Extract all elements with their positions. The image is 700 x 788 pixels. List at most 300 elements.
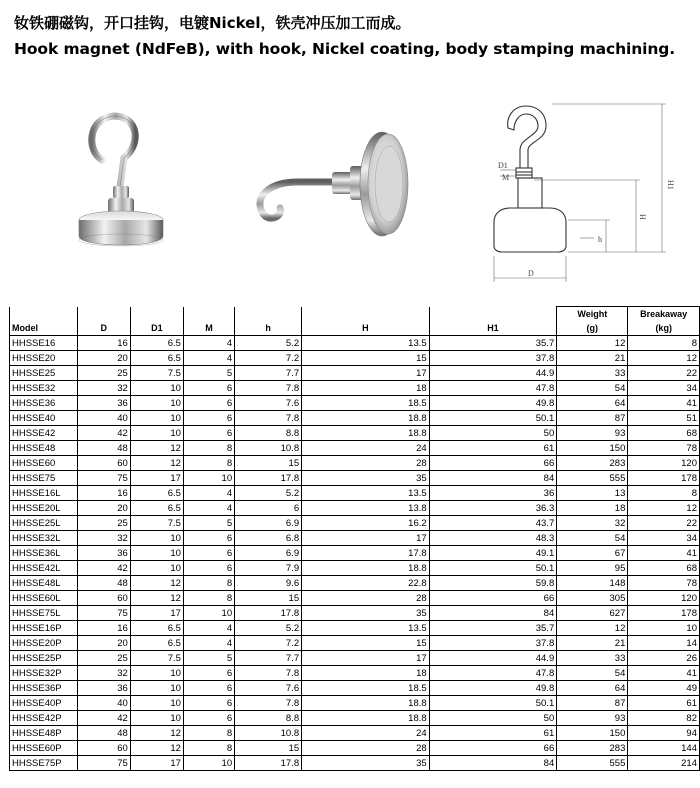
cell-d1: 12 xyxy=(130,441,183,456)
cell-d1: 6.5 xyxy=(130,336,183,351)
cell-model: HHSSE20P xyxy=(10,636,78,651)
table-row xyxy=(10,426,700,441)
cell-m: 4 xyxy=(183,501,234,516)
cell-small-h: 5.2 xyxy=(235,621,302,636)
cell-small-h: 5.2 xyxy=(235,486,302,501)
cell-breakaway: 14 xyxy=(628,636,700,651)
table-row xyxy=(10,381,700,396)
cell-small-h: 7.7 xyxy=(235,366,302,381)
cell-d1: 7.5 xyxy=(130,651,183,666)
table-row xyxy=(10,696,700,711)
cell-d: 42 xyxy=(77,426,130,441)
cell-model: HHSSE25 xyxy=(10,366,78,381)
cell-d: 25 xyxy=(77,366,130,381)
cell-model: HHSSE16 xyxy=(10,336,78,351)
cell-small-h: 17.8 xyxy=(235,471,302,486)
cell-small-h: 10.8 xyxy=(235,726,302,741)
cell-d: 16 xyxy=(77,336,130,351)
cell-h1: 47.8 xyxy=(429,381,557,396)
cell-big-h: 17.8 xyxy=(302,546,430,561)
table-row xyxy=(10,726,700,741)
cell-big-h: 13.5 xyxy=(302,486,430,501)
cell-breakaway: 178 xyxy=(628,471,700,486)
cell-big-h: 17 xyxy=(302,651,430,666)
cell-d: 40 xyxy=(77,411,130,426)
cell-big-h: 35 xyxy=(302,606,430,621)
hook-magnet-front-photo xyxy=(66,108,186,258)
cell-small-h: 6.9 xyxy=(235,516,302,531)
cell-big-h: 17 xyxy=(302,366,430,381)
cell-model: HHSSE42 xyxy=(10,426,78,441)
header-h1: H1 xyxy=(429,321,557,336)
cell-breakaway: 22 xyxy=(628,516,700,531)
cell-model: HHSSE75P xyxy=(10,756,78,771)
cell-d: 25 xyxy=(77,516,130,531)
cell-breakaway: 22 xyxy=(628,366,700,381)
cell-weight: 18 xyxy=(557,501,628,516)
cell-d: 48 xyxy=(77,441,130,456)
cell-weight: 13 xyxy=(557,486,628,501)
table-row xyxy=(10,561,700,576)
cell-small-h: 8.8 xyxy=(235,426,302,441)
cell-model: HHSSE36L xyxy=(10,546,78,561)
cell-m: 6 xyxy=(183,711,234,726)
label-big-h: H xyxy=(638,214,647,220)
cell-weight: 67 xyxy=(557,546,628,561)
header-row-top xyxy=(10,307,700,322)
header-blank xyxy=(235,307,302,322)
cell-h1: 36.3 xyxy=(429,501,557,516)
cell-d1: 10 xyxy=(130,711,183,726)
cell-big-h: 35 xyxy=(302,756,430,771)
header-breakaway-unit: (kg) xyxy=(628,321,700,336)
cell-weight: 555 xyxy=(557,471,628,486)
cell-d1: 10 xyxy=(130,531,183,546)
cell-weight: 12 xyxy=(557,621,628,636)
cell-breakaway: 120 xyxy=(628,591,700,606)
cell-d1: 12 xyxy=(130,741,183,756)
cell-m: 4 xyxy=(183,636,234,651)
cell-h1: 50.1 xyxy=(429,696,557,711)
cell-d: 60 xyxy=(77,741,130,756)
cell-small-h: 10.8 xyxy=(235,441,302,456)
header-d: D xyxy=(77,321,130,336)
cell-h1: 61 xyxy=(429,726,557,741)
table-row xyxy=(10,636,700,651)
label-d1: D1 xyxy=(498,161,508,170)
cell-small-h: 17.8 xyxy=(235,756,302,771)
cell-breakaway: 10 xyxy=(628,621,700,636)
cell-breakaway: 68 xyxy=(628,561,700,576)
table-row xyxy=(10,591,700,606)
title-english: Hook magnet (NdFeB), with hook, Nickel coating, body stamping machining. xyxy=(14,40,676,58)
cell-h1: 66 xyxy=(429,591,557,606)
table-row xyxy=(10,441,700,456)
cell-model: HHSSE48P xyxy=(10,726,78,741)
header-small-h: h xyxy=(235,321,302,336)
cell-small-h: 9.6 xyxy=(235,576,302,591)
cell-small-h: 7.7 xyxy=(235,651,302,666)
cell-d1: 10 xyxy=(130,411,183,426)
cell-m: 6 xyxy=(183,426,234,441)
cell-small-h: 6.8 xyxy=(235,531,302,546)
cell-big-h: 13.8 xyxy=(302,501,430,516)
cell-d: 75 xyxy=(77,606,130,621)
cell-big-h: 18.8 xyxy=(302,696,430,711)
cell-d1: 10 xyxy=(130,381,183,396)
cell-breakaway: 78 xyxy=(628,441,700,456)
header-weight-unit: (g) xyxy=(557,321,628,336)
table-row xyxy=(10,456,700,471)
cell-weight: 148 xyxy=(557,576,628,591)
cell-m: 6 xyxy=(183,696,234,711)
cell-d1: 6.5 xyxy=(130,501,183,516)
cell-breakaway: 12 xyxy=(628,351,700,366)
cell-model: HHSSE40 xyxy=(10,411,78,426)
cell-model: HHSSE40P xyxy=(10,696,78,711)
cell-d: 48 xyxy=(77,726,130,741)
cell-big-h: 18.8 xyxy=(302,426,430,441)
cell-m: 10 xyxy=(183,606,234,621)
cell-model: HHSSE25P xyxy=(10,651,78,666)
cell-big-h: 18.5 xyxy=(302,396,430,411)
cell-model: HHSSE25L xyxy=(10,516,78,531)
cell-model: HHSSE20L xyxy=(10,501,78,516)
cell-model: HHSSE42L xyxy=(10,561,78,576)
table-row xyxy=(10,486,700,501)
cell-model: HHSSE36P xyxy=(10,681,78,696)
cell-breakaway: 178 xyxy=(628,606,700,621)
cell-d1: 10 xyxy=(130,561,183,576)
cell-weight: 54 xyxy=(557,666,628,681)
cell-h1: 43.7 xyxy=(429,516,557,531)
cell-small-h: 7.9 xyxy=(235,561,302,576)
cell-d: 36 xyxy=(77,546,130,561)
cell-big-h: 18.8 xyxy=(302,561,430,576)
cell-breakaway: 34 xyxy=(628,381,700,396)
table-row xyxy=(10,336,700,351)
cell-d1: 7.5 xyxy=(130,366,183,381)
table-row xyxy=(10,546,700,561)
cell-d1: 6.5 xyxy=(130,351,183,366)
cell-model: HHSSE16P xyxy=(10,621,78,636)
cell-breakaway: 26 xyxy=(628,651,700,666)
cell-model: HHSSE60P xyxy=(10,741,78,756)
cell-breakaway: 82 xyxy=(628,711,700,726)
label-d: D xyxy=(528,269,534,278)
cell-d: 60 xyxy=(77,591,130,606)
cell-h1: 66 xyxy=(429,456,557,471)
cell-h1: 50.1 xyxy=(429,561,557,576)
cell-big-h: 15 xyxy=(302,351,430,366)
header-weight: Weight xyxy=(557,307,628,322)
cell-d: 20 xyxy=(77,351,130,366)
cell-m: 4 xyxy=(183,486,234,501)
table-row xyxy=(10,351,700,366)
cell-small-h: 15 xyxy=(235,456,302,471)
header-blank xyxy=(10,307,78,322)
header-blank xyxy=(183,307,234,322)
cell-weight: 283 xyxy=(557,741,628,756)
header-m: M xyxy=(183,321,234,336)
cell-d1: 10 xyxy=(130,681,183,696)
cell-d: 75 xyxy=(77,756,130,771)
table-row xyxy=(10,666,700,681)
table-row xyxy=(10,396,700,411)
cell-d: 36 xyxy=(77,681,130,696)
cell-d: 32 xyxy=(77,666,130,681)
table-row xyxy=(10,411,700,426)
cell-h1: 84 xyxy=(429,606,557,621)
cell-weight: 64 xyxy=(557,396,628,411)
cell-big-h: 15 xyxy=(302,636,430,651)
cell-big-h: 18.8 xyxy=(302,711,430,726)
cell-m: 10 xyxy=(183,756,234,771)
cell-d: 16 xyxy=(77,486,130,501)
cell-m: 8 xyxy=(183,456,234,471)
cell-m: 8 xyxy=(183,726,234,741)
cell-d1: 6.5 xyxy=(130,636,183,651)
cell-breakaway: 41 xyxy=(628,666,700,681)
header-model: Model xyxy=(10,321,78,336)
cell-big-h: 28 xyxy=(302,741,430,756)
table-row xyxy=(10,711,700,726)
cell-breakaway: 41 xyxy=(628,546,700,561)
cell-small-h: 7.6 xyxy=(235,681,302,696)
title-chinese: 钕铁硼磁钩，开口挂钩，电镀Nickel，铁壳冲压加工而成。 xyxy=(14,14,411,32)
cell-m: 8 xyxy=(183,441,234,456)
cell-d1: 7.5 xyxy=(130,516,183,531)
cell-big-h: 35 xyxy=(302,471,430,486)
cell-breakaway: 78 xyxy=(628,576,700,591)
cell-d1: 10 xyxy=(130,426,183,441)
cell-d1: 12 xyxy=(130,456,183,471)
header-big-h: H xyxy=(302,321,430,336)
cell-breakaway: 120 xyxy=(628,456,700,471)
dimension-drawing xyxy=(480,96,680,286)
cell-d: 75 xyxy=(77,471,130,486)
cell-m: 10 xyxy=(183,471,234,486)
cell-h1: 66 xyxy=(429,741,557,756)
cell-weight: 64 xyxy=(557,681,628,696)
cell-small-h: 15 xyxy=(235,591,302,606)
cell-weight: 87 xyxy=(557,696,628,711)
cell-d: 40 xyxy=(77,696,130,711)
cell-m: 4 xyxy=(183,351,234,366)
cell-h1: 49.8 xyxy=(429,681,557,696)
cell-weight: 283 xyxy=(557,456,628,471)
cell-weight: 33 xyxy=(557,651,628,666)
cell-m: 8 xyxy=(183,741,234,756)
cell-h1: 84 xyxy=(429,756,557,771)
cell-small-h: 6 xyxy=(235,501,302,516)
cell-m: 6 xyxy=(183,546,234,561)
cell-breakaway: 49 xyxy=(628,681,700,696)
cell-m: 5 xyxy=(183,366,234,381)
cell-small-h: 15 xyxy=(235,741,302,756)
cell-big-h: 17 xyxy=(302,531,430,546)
cell-d1: 17 xyxy=(130,471,183,486)
table-row xyxy=(10,531,700,546)
table-row xyxy=(10,756,700,771)
cell-h1: 50 xyxy=(429,426,557,441)
cell-small-h: 6.9 xyxy=(235,546,302,561)
cell-model: HHSSE32P xyxy=(10,666,78,681)
table-row xyxy=(10,606,700,621)
cell-d: 42 xyxy=(77,711,130,726)
cell-breakaway: 41 xyxy=(628,396,700,411)
header-d1: D1 xyxy=(130,321,183,336)
cell-weight: 32 xyxy=(557,516,628,531)
table-row xyxy=(10,576,700,591)
cell-d1: 10 xyxy=(130,666,183,681)
cell-big-h: 13.5 xyxy=(302,336,430,351)
cell-breakaway: 12 xyxy=(628,501,700,516)
cell-d: 32 xyxy=(77,531,130,546)
cell-h1: 44.9 xyxy=(429,651,557,666)
cell-small-h: 7.8 xyxy=(235,381,302,396)
cell-model: HHSSE20 xyxy=(10,351,78,366)
cell-weight: 95 xyxy=(557,561,628,576)
cell-d1: 17 xyxy=(130,756,183,771)
label-small-h: h xyxy=(598,235,602,244)
cell-weight: 627 xyxy=(557,606,628,621)
cell-d1: 10 xyxy=(130,546,183,561)
cell-d1: 17 xyxy=(130,606,183,621)
cell-weight: 305 xyxy=(557,591,628,606)
table-row xyxy=(10,501,700,516)
cell-small-h: 7.8 xyxy=(235,696,302,711)
header-blank xyxy=(302,307,430,322)
cell-weight: 33 xyxy=(557,366,628,381)
cell-breakaway: 214 xyxy=(628,756,700,771)
cell-weight: 54 xyxy=(557,531,628,546)
cell-breakaway: 68 xyxy=(628,426,700,441)
cell-small-h: 17.8 xyxy=(235,606,302,621)
cell-model: HHSSE16L xyxy=(10,486,78,501)
cell-d: 20 xyxy=(77,501,130,516)
cell-d: 36 xyxy=(77,396,130,411)
cell-m: 8 xyxy=(183,576,234,591)
cell-small-h: 7.8 xyxy=(235,666,302,681)
table-row xyxy=(10,681,700,696)
cell-big-h: 28 xyxy=(302,591,430,606)
cell-d1: 12 xyxy=(130,591,183,606)
table-row xyxy=(10,516,700,531)
table-row xyxy=(10,366,700,381)
cell-small-h: 8.8 xyxy=(235,711,302,726)
cell-m: 6 xyxy=(183,411,234,426)
cell-breakaway: 51 xyxy=(628,411,700,426)
cell-big-h: 13.5 xyxy=(302,621,430,636)
cell-m: 5 xyxy=(183,516,234,531)
cell-d: 60 xyxy=(77,456,130,471)
header-blank xyxy=(130,307,183,322)
table-row xyxy=(10,651,700,666)
header-blank xyxy=(429,307,557,322)
cell-weight: 150 xyxy=(557,441,628,456)
cell-h1: 35.7 xyxy=(429,621,557,636)
cell-model: HHSSE60L xyxy=(10,591,78,606)
hook-magnet-side-photo xyxy=(240,112,420,252)
cell-m: 6 xyxy=(183,681,234,696)
cell-weight: 555 xyxy=(557,756,628,771)
table-row xyxy=(10,741,700,756)
cell-h1: 61 xyxy=(429,441,557,456)
cell-small-h: 7.8 xyxy=(235,411,302,426)
spec-table-body xyxy=(10,336,700,771)
label-h1: H1 xyxy=(666,180,675,190)
cell-big-h: 24 xyxy=(302,726,430,741)
cell-weight: 54 xyxy=(557,381,628,396)
cell-model: HHSSE42P xyxy=(10,711,78,726)
cell-h1: 37.8 xyxy=(429,636,557,651)
cell-big-h: 18.8 xyxy=(302,411,430,426)
cell-model: HHSSE60 xyxy=(10,456,78,471)
cell-h1: 50.1 xyxy=(429,411,557,426)
cell-h1: 50 xyxy=(429,711,557,726)
cell-d: 25 xyxy=(77,651,130,666)
cell-big-h: 18 xyxy=(302,381,430,396)
cell-h1: 44.9 xyxy=(429,366,557,381)
cell-breakaway: 94 xyxy=(628,726,700,741)
cell-small-h: 5.2 xyxy=(235,336,302,351)
cell-small-h: 7.2 xyxy=(235,636,302,651)
cell-model: HHSSE75L xyxy=(10,606,78,621)
table-row xyxy=(10,621,700,636)
cell-m: 4 xyxy=(183,621,234,636)
header-breakaway: Breakaway xyxy=(628,307,700,322)
cell-d: 48 xyxy=(77,576,130,591)
cell-weight: 12 xyxy=(557,336,628,351)
cell-m: 5 xyxy=(183,651,234,666)
cell-model: HHSSE48L xyxy=(10,576,78,591)
cell-m: 8 xyxy=(183,591,234,606)
cell-small-h: 7.2 xyxy=(235,351,302,366)
cell-d1: 12 xyxy=(130,726,183,741)
cell-m: 4 xyxy=(183,336,234,351)
cell-h1: 49.8 xyxy=(429,396,557,411)
cell-breakaway: 34 xyxy=(628,531,700,546)
cell-h1: 47.8 xyxy=(429,666,557,681)
cell-breakaway: 144 xyxy=(628,741,700,756)
cell-weight: 93 xyxy=(557,426,628,441)
cell-d1: 6.5 xyxy=(130,621,183,636)
cell-big-h: 18.5 xyxy=(302,681,430,696)
cell-weight: 21 xyxy=(557,636,628,651)
cell-d: 42 xyxy=(77,561,130,576)
cell-d: 20 xyxy=(77,636,130,651)
cell-h1: 35.7 xyxy=(429,336,557,351)
cell-weight: 93 xyxy=(557,711,628,726)
cell-d1: 6.5 xyxy=(130,486,183,501)
cell-weight: 21 xyxy=(557,351,628,366)
cell-m: 6 xyxy=(183,561,234,576)
header-row-bottom xyxy=(10,321,700,336)
label-m: M xyxy=(502,173,510,182)
cell-m: 6 xyxy=(183,531,234,546)
cell-m: 6 xyxy=(183,381,234,396)
cell-breakaway: 8 xyxy=(628,486,700,501)
cell-model: HHSSE36 xyxy=(10,396,78,411)
cell-big-h: 28 xyxy=(302,456,430,471)
table-row xyxy=(10,471,700,486)
cell-weight: 150 xyxy=(557,726,628,741)
cell-breakaway: 61 xyxy=(628,696,700,711)
cell-model: HHSSE32L xyxy=(10,531,78,546)
cell-d: 16 xyxy=(77,621,130,636)
cell-small-h: 7.6 xyxy=(235,396,302,411)
